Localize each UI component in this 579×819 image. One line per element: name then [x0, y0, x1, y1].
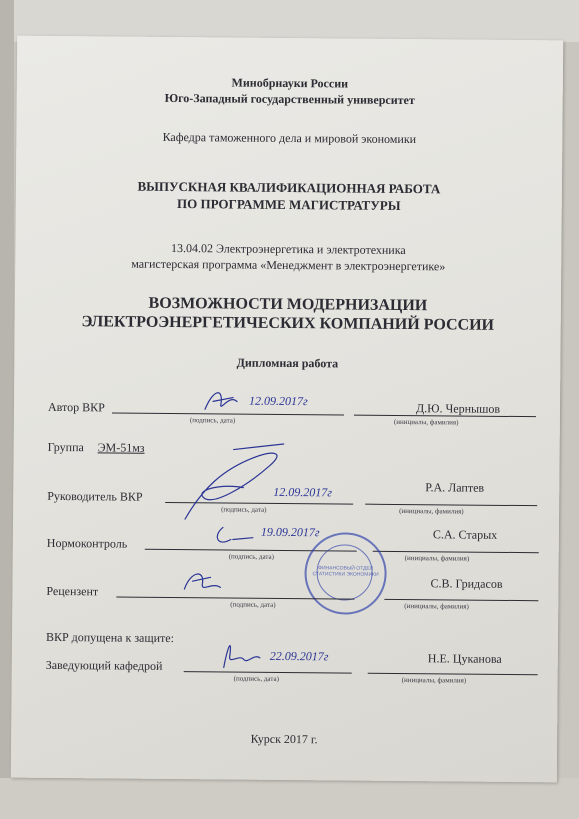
normcontrol-sign-date: 19.09.2017г — [260, 524, 320, 540]
author-label: Автор ВКР — [47, 399, 105, 415]
program-code: 13.04.02 Электроэнергетика и электротехника — [170, 240, 406, 258]
supervisor-name-line — [365, 504, 537, 507]
supervisor-name-hint: (инициалы, фамилия) — [399, 506, 464, 516]
reviewer-name: С.В. Гридасов — [430, 576, 503, 591]
normcontrol-name-hint: (инициалы, фамилия) — [404, 554, 470, 563]
admission-label: ВКР допущена к защите: — [45, 629, 175, 646]
reviewer-signature — [176, 565, 236, 600]
group-label: Группа — [47, 439, 84, 455]
author-name-hint: (инициалы, фамилия) — [393, 417, 459, 427]
head-label: Заведующий кафедрой — [45, 657, 163, 673]
normcontrol-sign-hint: (подпись, дата) — [228, 552, 275, 561]
reviewer-name-hint: (инициалы, фамилия) — [404, 602, 469, 611]
ministry-name: Минобрнауки России — [231, 75, 349, 91]
head-name-hint: (инициалы, фамилия) — [401, 676, 467, 685]
head-sign-hint: (подпись, дата) — [233, 674, 279, 683]
group-value: ЭМ-51мз — [97, 440, 145, 455]
stamp-text: ФИНАНСОВЫЙ ОТДЕЛ СТАТИСТИКИ ЭКОНОМИКИ — [312, 565, 379, 578]
author-signature — [199, 383, 349, 418]
head-signature — [210, 631, 360, 674]
topic-line1: ВОЗМОЖНОСТИ МОДЕРНИЗАЦИИ — [148, 294, 428, 315]
work-type-line2: ПО ПРОГРАММЕ МАГИСТРАТУРЫ — [176, 196, 401, 213]
program-name: магистерская программа «Менеджмент в электроэнергетике» — [131, 256, 446, 274]
normcontrol-label: Нормоконтроль — [46, 535, 128, 551]
official-stamp — [304, 532, 387, 615]
reviewer-label: Рецензент — [46, 583, 99, 599]
reviewer-name-line — [384, 599, 538, 601]
department-name: Кафедра таможенного дела и мировой экономики — [162, 129, 417, 147]
author-sign-date: 12.09.2017г — [249, 393, 308, 409]
head-name: Н.Е. Цуканова — [427, 651, 502, 666]
author-sign-hint: (подпись, дата) — [189, 416, 236, 425]
supervisor-label: Руководитель ВКР — [47, 488, 143, 504]
head-sign-date: 22.09.2017г — [269, 648, 329, 664]
author-name: Д.Ю. Чернышов — [415, 401, 501, 416]
supervisor-sign-hint: (подпись, дата) — [221, 505, 267, 514]
university-name: Юго-Западный государственный университет — [164, 90, 415, 108]
normcontrol-name-line — [373, 551, 539, 553]
supervisor-signature — [173, 437, 374, 529]
document-type: Дипломная работа — [236, 355, 339, 371]
head-name-line — [368, 673, 538, 675]
work-type-line1: ВЫПУСКНАЯ КВАЛИФИКАЦИОННАЯ РАБОТА — [137, 178, 441, 197]
topic-line2: ЭЛЕКТРОЭНЕРГЕТИЧЕСКИХ КОМПАНИЙ РОССИИ — [81, 313, 495, 334]
title-page-sheet — [11, 36, 563, 783]
normcontrol-name: С.А. Старых — [432, 527, 498, 542]
city-year: Курск 2017 г. — [250, 731, 318, 747]
reviewer-sign-hint: (подпись, дата) — [230, 600, 276, 609]
background-bottom — [0, 778, 579, 819]
supervisor-name: Р.А. Лаптев — [425, 480, 485, 495]
supervisor-sign-date: 12.09.2017г — [273, 484, 333, 500]
